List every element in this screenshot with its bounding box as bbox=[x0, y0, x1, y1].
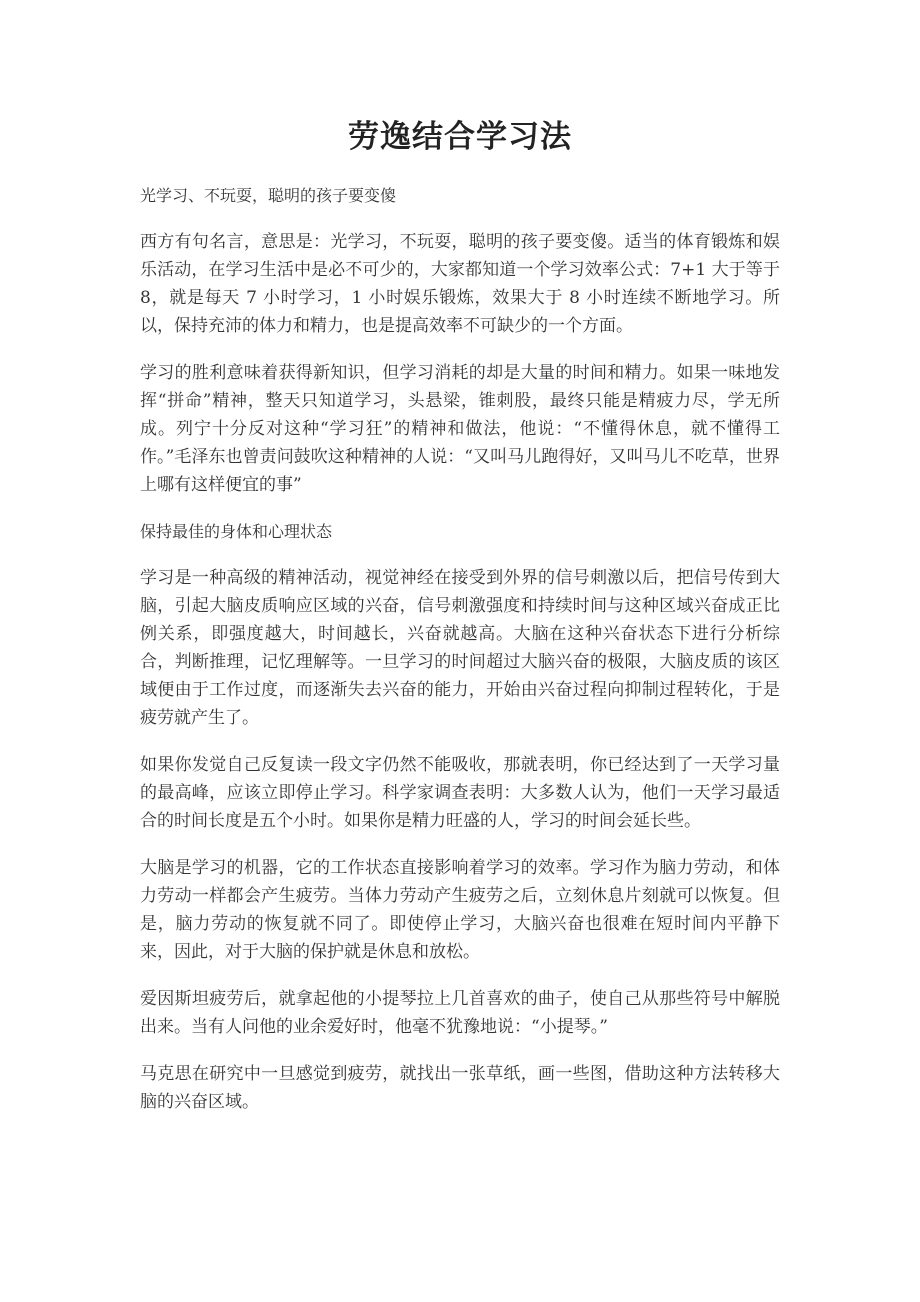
paragraph-2: 学习的胜利意味着获得新知识，但学习消耗的却是大量的时间和精力。如果一味地发挥“拼命”精神，整天只知道学习，头悬梁，锥刺股，最终只能是精疲力尽，学无所成。列宁十分反对这种“学习狂”的精神和做法，他说：“不懂得休息，就不懂得工作。”毛泽东也曾责问鼓吹这种精神的人说：“又叫马儿跑得好，又叫马儿不吃草，世界上哪有这样便宜的事” bbox=[140, 363, 780, 495]
paragraph-5: 大脑是学习的机器，它的工作状态直接影响着学习的效率。学习作为脑力劳动，和体力劳动一样都会产生疲劳。当体力劳动产生疲劳之后，立刻休息片刻就可以恢复。但是，脑力劳动的恢复就不同了。即使停止学习，大脑兴奋也很难在短时间内平静下来，因此，对于大脑的保护就是休息和放松。 bbox=[140, 858, 780, 962]
section-heading-2: 保持最佳的身体和心理状态 bbox=[140, 522, 333, 541]
paragraph-3: 学习是一种高级的精神活动，视觉神经在接受到外界的信号刺激以后，把信号传到大脑，引起大脑皮质响应区域的兴奋，信号刺激强度和持续时间与这种区域兴奋成正比例关系，即强度越大，时间越长，兴奋就越高。大脑在这种兴奋状态下进行分析综合，判断推理，记忆理解等。一旦学习的时间超过大脑兴奋的极限，大脑皮质的该区域便由于工作过度，而逐渐失去兴奋的能力，开始由兴奋过程向抑制过程转化，于是疲劳就产生了。 bbox=[140, 568, 780, 728]
document-title: 劳逸结合学习法 bbox=[348, 119, 572, 155]
section-heading-1: 光学习、不玩耍，聪明的孩子要变傻 bbox=[140, 186, 397, 205]
paragraph-7: 马克思在研究中一旦感觉到疲劳，就找出一张草纸，画一些图，借助这种方法转移大脑的兴奋区域。 bbox=[140, 1064, 780, 1112]
paragraph-4: 如果你发觉自己反复读一段文字仍然不能吸收，那就表明，你已经达到了一天学习量的最高峰，应该立即停止学习。科学家调查表明：大多数人认为，他们一天学习最适合的时间长度是五个小时。如果你是精力旺盛的人，学习的时间会延长些。 bbox=[140, 755, 780, 831]
document-body bbox=[140, 112, 780, 1135]
paragraph-6: 爱因斯坦疲劳后，就拿起他的小提琴拉上几首喜欢的曲子，使自己从那些符号中解脱出来。当有人问他的业余爱好时，他毫不犹豫地说：“小提琴。” bbox=[140, 989, 780, 1037]
paragraph-1: 西方有句名言，意思是：光学习，不玩耍，聪明的孩子要变傻。适当的体育锻炼和娱乐活动，在学习生活中是必不可少的，大家都知道一个学习效率公式：7+1 大于等于 8，就是每天 7 小时学习，1 小时娱乐锻炼，效果大于 8 小时连续不断地学习。所以，保持充沛的体力和精力，也是提高效率不可缺少的一个方面。 bbox=[140, 232, 780, 336]
